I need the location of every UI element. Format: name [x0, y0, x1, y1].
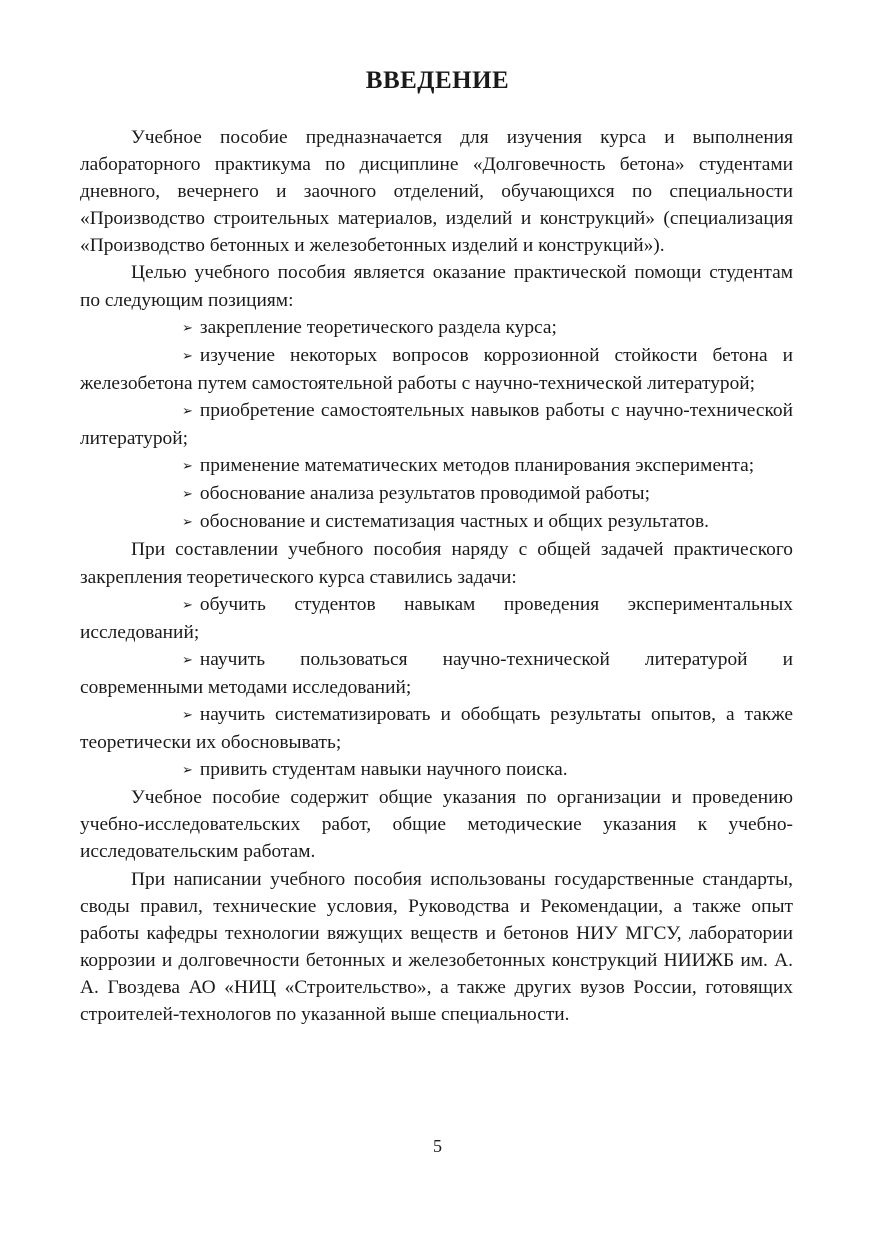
list-item-text: изучение некоторых вопросов коррозионной стойкости бетона и железобетона путем самостоятельной работы с научно-технической литературой; [80, 344, 793, 394]
list-item [80, 756, 793, 784]
page-number: 5 [433, 1136, 442, 1156]
paragraph-sources: При написании учебного пособия использованы государственные стандарты, своды правил, технические условия, Руководства и Рекомендации, а также опыт работы кафедры технологии вяжущих веществ и бетонов НИУ МГСУ, лаборатории коррозии и долговечности бетонных и железобетонных конструкций НИИЖБ им. А. А. Гвоздева АО «НИЦ «Строительство», а также других вузов России, готовящих строителей-технологов по указанной выше специальности. [80, 868, 793, 1025]
list-item [80, 314, 793, 342]
arrow-bullet-icon: ➢ [182, 763, 193, 779]
body-text [80, 124, 793, 1028]
list-item [80, 591, 793, 646]
list-item [80, 452, 793, 480]
list-item-text: закрепление теоретического раздела курса; [199, 316, 557, 338]
arrow-bullet-icon: ➢ [182, 459, 193, 475]
list-item-text: обучить студентов навыкам проведения экспериментальных исследований; [80, 593, 793, 643]
arrow-bullet-icon: ➢ [182, 515, 193, 531]
page-title: ВВЕДЕНИЕ [365, 67, 510, 94]
paragraph-purpose: Учебное пособие предназначается для изучения курса и выполнения лабораторного практикума по дисциплине «Долговечность бетона» студентами дневного, вечернего и заочного отделений, обучающихся по специальности «Производство строительных материалов, изделий и конструкций» (специализация «Производство бетонных и железобетонных изделий и конструкций»). [80, 127, 793, 257]
list-item-text: применение математических методов планирования эксперимента; [199, 455, 755, 477]
arrow-bullet-icon: ➢ [182, 403, 193, 419]
list-item [80, 342, 793, 397]
list-item-text: обоснование и систематизация частных и общих результатов. [199, 511, 709, 533]
list-item [80, 508, 793, 536]
list-item-text: приобретение самостоятельных навыков работы с научно-технической литературой; [80, 399, 793, 450]
list-item-text: научить пользоваться научно-технической литературой и современными методами исследований; [80, 648, 793, 698]
list-item-text: научить систематизировать и обобщать результаты опытов, а также теоретически их обосновывать; [80, 703, 793, 754]
list-item-text: привить студентам навыки научного поиска. [199, 759, 568, 781]
arrow-bullet-icon: ➢ [182, 487, 193, 503]
paragraph-goal: Целью учебного пособия является оказание практической помощи студентам по следующим позициям: [80, 262, 793, 311]
arrow-bullet-icon: ➢ [182, 320, 193, 336]
list-item [80, 480, 793, 508]
list-item-text: обоснование анализа результатов проводимой работы; [199, 483, 650, 505]
paragraph-tasks-intro: При составлении учебного пособия наряду с общей задачей практического закрепления теоретического курса ставились задачи: [80, 539, 793, 588]
paragraph-contents: Учебное пособие содержит общие указания по организации и проведению учебно-исследовательских работ, общие методические указания к учебно-исследовательским работам. [80, 787, 793, 863]
list-item [80, 701, 793, 756]
arrow-bullet-icon: ➢ [182, 597, 193, 613]
list-item [80, 646, 793, 701]
arrow-bullet-icon: ➢ [182, 707, 193, 723]
arrow-bullet-icon: ➢ [182, 348, 193, 364]
list-item [80, 397, 793, 452]
arrow-bullet-icon: ➢ [182, 652, 193, 668]
